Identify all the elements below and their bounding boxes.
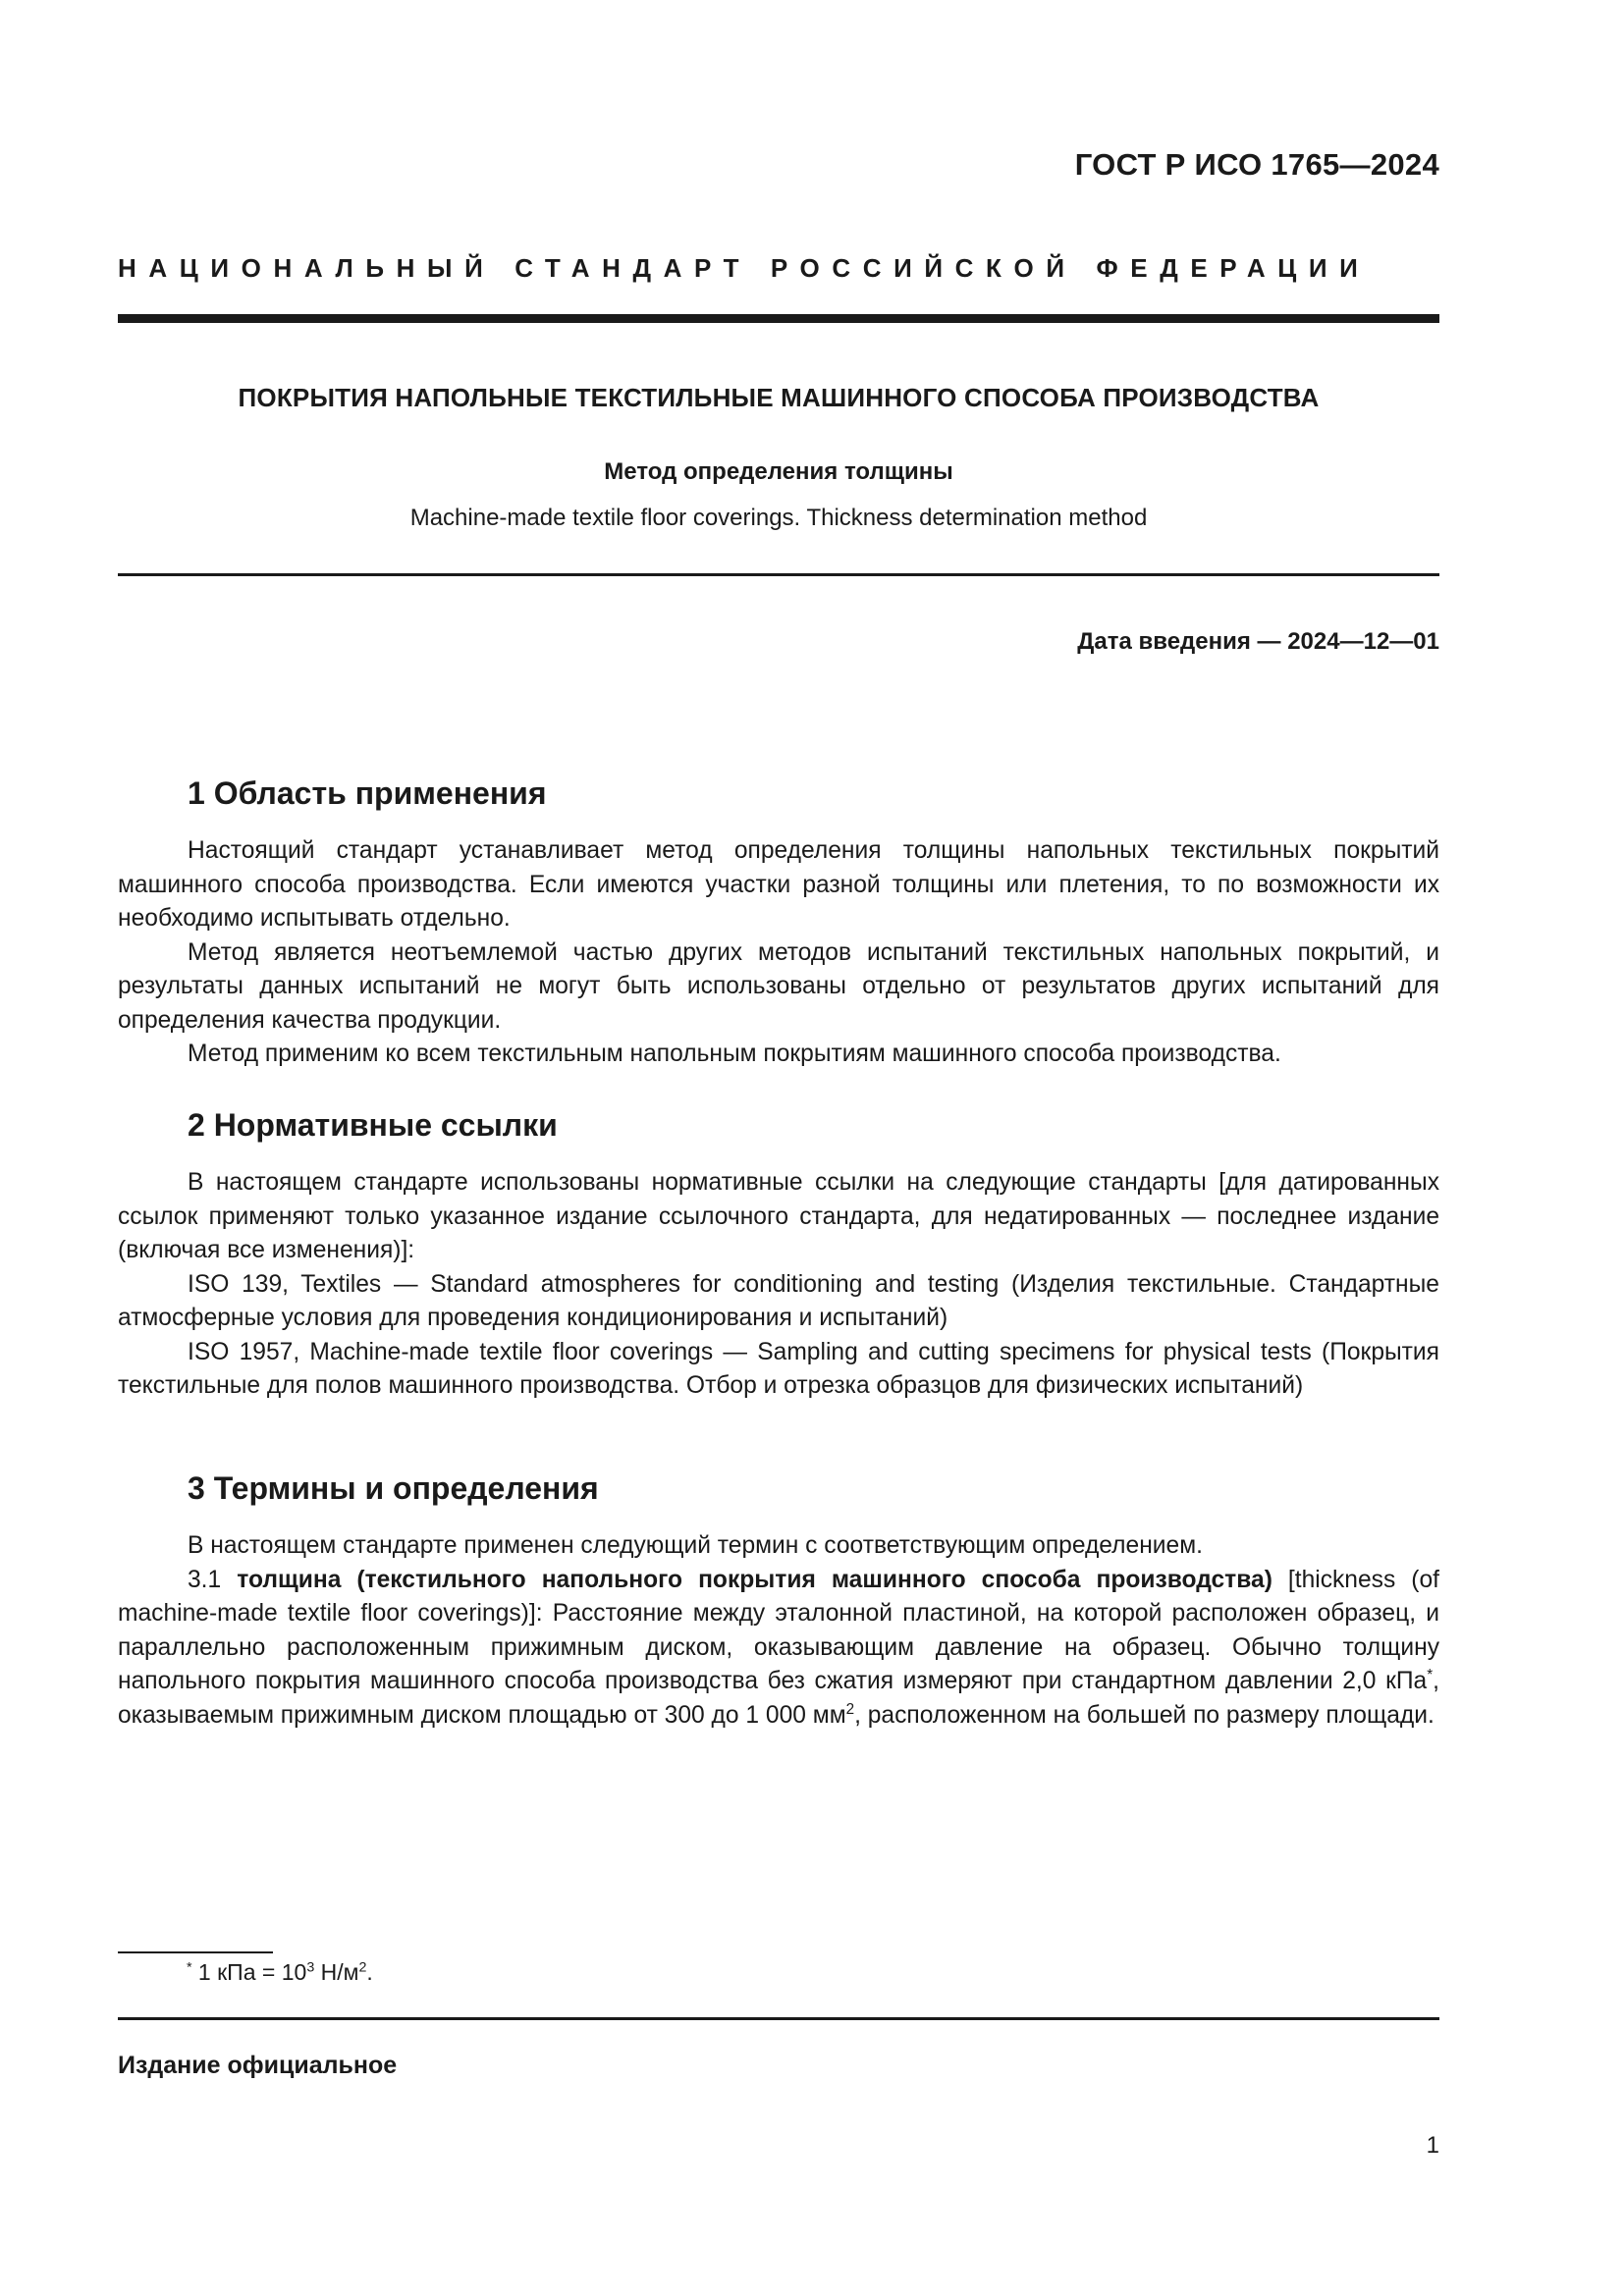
- page-number: 1: [1426, 2132, 1439, 2159]
- footnote-text: Н/м: [314, 1959, 359, 1985]
- reference-item: ISO 1957, Machine-made textile floor coverings — Sampling and cutting specimens for physical tests (Покрытия текстильные для полов машинного производства. Отбор и отрезка образцов для физических испытаний): [118, 1338, 1439, 1399]
- section-3-body: [118, 1529, 1439, 1733]
- official-edition: Издание официальное: [118, 2052, 398, 2079]
- term-name: толщина (текстильного напольного покрытия машинного способа производства): [237, 1566, 1272, 1593]
- footnote-text: .: [366, 1959, 373, 1985]
- section-2-body: [118, 1166, 1439, 1404]
- exponent: 3: [306, 1959, 315, 1976]
- document-code: ГОСТ Р ИСО 1765—2024: [1074, 147, 1439, 182]
- section-1-body: [118, 834, 1439, 1072]
- paragraph: Метод применим ко всем текстильным напольным покрытиям машинного способа производства.: [188, 1041, 1281, 1067]
- section-2-heading: 2 Нормативные ссылки: [188, 1107, 558, 1143]
- term-text: , оказываемым прижимным диском площадью от 300 до 1 000 мм: [118, 1668, 1439, 1729]
- reference-item: ISO 139, Textiles — Standard atmospheres for conditioning and testing (Изделия текстильные. Стандартные атмосферные условия для проведения кондиционирования и испытаний): [118, 1270, 1439, 1331]
- standard-subtitle: Метод определения толщины: [604, 458, 953, 485]
- paragraph: Настоящий стандарт устанавливает метод определения толщины напольных текстильных покрытий машинного способа производства. Если имеются участки разной толщины или плетения, то по возможности их необходимо испытывать отдельно.: [118, 837, 1439, 932]
- footnote-text: 1 кПа = 10: [191, 1959, 307, 1985]
- footnote-mark: *: [1427, 1666, 1434, 1683]
- section-1-heading: 1 Область применения: [188, 775, 547, 811]
- section-3-heading: 3 Термины и определения: [188, 1470, 599, 1506]
- term-number: 3.1: [188, 1566, 222, 1593]
- introduction-date: Дата введения — 2024—12—01: [1077, 628, 1439, 655]
- footnote-mark: *: [187, 1959, 192, 1976]
- exponent: 2: [845, 1700, 855, 1718]
- exponent: 2: [358, 1959, 367, 1976]
- header-divider: [118, 314, 1439, 323]
- standard-title: ПОКРЫТИЯ НАПОЛЬНЫЕ ТЕКСТИЛЬНЫЕ МАШИННОГО СПОСОБА ПРОИЗВОДСТВА: [238, 383, 1320, 412]
- standard-english-title: Machine-made textile floor coverings. Thickness determination method: [409, 505, 1148, 531]
- term-text: [thickness (of machine-made textile floor coverings)]: Расстояние между эталонной пластиной, на которой расположен образец, и параллельно расположенным прижимным диском, оказывающим давление на образец. Обычно толщину напольного покрытия машинного способа производства без сжатия измеряют при стандартном давлении 2,0 кПа: [118, 1566, 1439, 1694]
- national-standard-header: НАЦИОНАЛЬНЫЙ СТАНДАРТ РОССИЙСКОЙ ФЕДЕРАЦИИ: [118, 253, 1371, 283]
- footnote-divider: [118, 1951, 273, 1953]
- paragraph: В настоящем стандарте использованы нормативные ссылки на следующие стандарты [для датированных ссылок применяют только указанное издание ссылочного стандарта, для недатированных — последнее издание (включая все изменения)]:: [118, 1169, 1439, 1263]
- footer-divider: [118, 2017, 1439, 2020]
- paragraph: В настоящем стандарте применен следующий термин с соответствующим определением.: [188, 1532, 1203, 1559]
- footnote: [187, 1959, 373, 1986]
- term-text: , расположенном на большей по размеру площади.: [854, 1701, 1435, 1729]
- title-divider: [118, 573, 1439, 576]
- term-definition: [118, 1564, 1439, 1734]
- paragraph: Метод является неотъемлемой частью других методов испытаний текстильных напольных покрытий, и результаты данных испытаний не могут быть использованы отдельно от результатов других испытаний для определения качества продукции.: [118, 938, 1439, 1034]
